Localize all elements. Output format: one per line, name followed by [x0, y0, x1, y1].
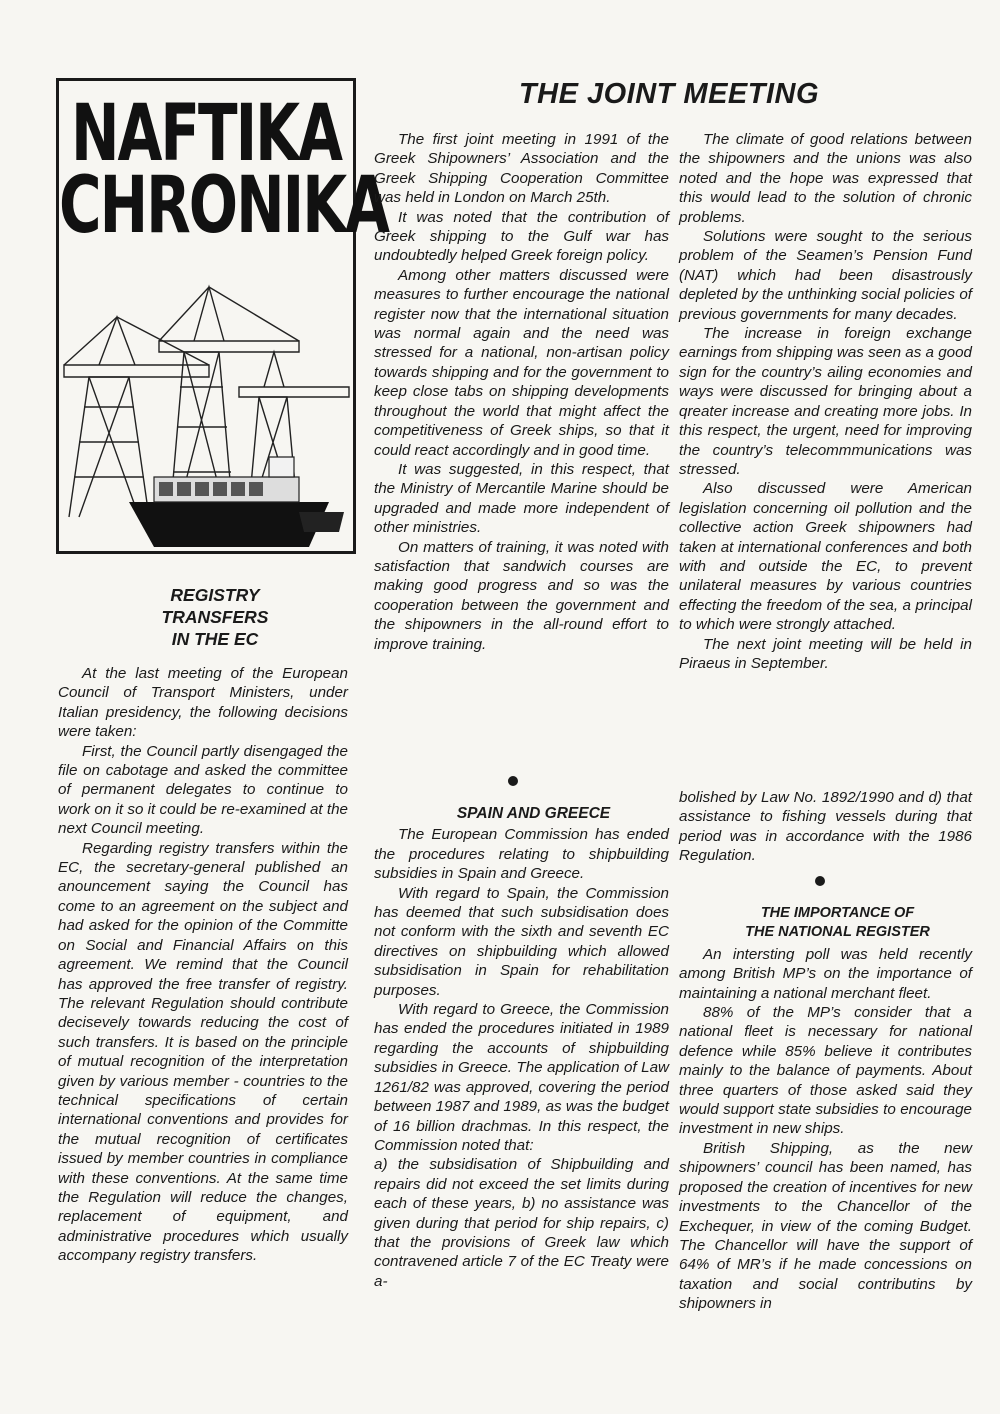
paragraph: It was noted that the contribution of Greek shipping to the Gulf war has undoubtedly helped Greek foreign policy.: [374, 208, 669, 265]
paragraph: On matters of training, it was noted with satisfaction that sandwich courses are making good progress and so was the cooperation between the government and the shipowners in the all-round effort to improve training.: [374, 538, 669, 653]
registry-transfers-article: [58, 584, 348, 1266]
logo-line-1: NAFTIKA: [70, 87, 342, 179]
paragraph: bolished by Law No. 1892/1990 and d) that assistance to fishing vessels during that period was in accordance with the 1986 Regulation.: [679, 789, 972, 865]
logo-line-2: CHRONIKA: [59, 159, 389, 251]
national-register-title-line-2: THE NATIONAL REGISTER: [745, 924, 930, 941]
national-register-title-line-1: THE IMPORTANCE OF: [760, 905, 915, 921]
registry-title-line-2: TRANSFERS: [161, 607, 269, 627]
joint-meeting-column-2: [679, 130, 972, 673]
registry-title-line-1: REGISTRY: [170, 585, 260, 605]
paragraph: With regard to Spain, the Commission has deemed that such subsidisation does not conform with the sixth and seventh EC directives on shipbuilding which allowed subsidisation in Spain for rehabilitation purposes.: [374, 884, 669, 999]
paragraph: Regarding registry transfers within the EC, the secretary-general published an anouncement saying the Council has come to an agreement on the subject and had asked for the opinion of the Committe on Social and Financial Affairs on this agreement. We remind that the Council has approved the free transfer of registry. The relevant Regulation should contribute decisevely towards reducing the cost of such transfers. It is based on the principle of mutual recognition of the interpretation given by various member - countries to the technical specifications of certain international conventions and provides for the mutual recognition of certificates issued by member countries in compliance with these conventions. At the same time the Regulation will reduce the changes, replacement of equipment, and administrative procedures which usually accompany registry transfers.: [58, 839, 348, 1265]
paragraph: The next joint meeting will be held in Piraeus in September.: [679, 635, 972, 672]
paragraph: Also discussed were American legislation concerning oil pollution and the collective action Greek shipowners had taken at international conferences and both with and outside the EC, to prevent unilateral measures by various countries effecting the freedom of the sea, a principal to which were strongly attached.: [679, 480, 972, 634]
registry-title-line-3: IN THE EC: [171, 629, 259, 649]
paragraph: The climate of good relations between the shipowners and the unions was also noted and the hope was expressed that this would lead to the solution of chronic problems.: [679, 131, 972, 226]
naftika-chronika-logo: [56, 78, 389, 554]
national-register-article: [679, 904, 972, 1314]
paragraph: The first joint meeting in 1991 of the Greek Shipowners’ Association and the Greek Shipping Cooperation Committee was held in London on March 25th.: [374, 131, 669, 207]
joint-meeting-title: THE JOINT MEETING: [518, 78, 820, 110]
spain-greece-continuation: [679, 788, 972, 866]
paragraph: At the last meeting of the European Council of Transport Ministers, under Italian presidency, the following decisions were taken:: [58, 665, 348, 741]
paragraph: First, the Council partly disengaged the file on cabotage and asked the committee of permanent delegates to continue to work on it so it could be re-examined at the next Council meeting.: [58, 742, 348, 838]
paragraph: a) the subsidisation of Shipbuilding and repairs did not exceed the set limits during each of these years, b) no assistance was given during that period for ship repairs, c) that the provisions of Greek law which contravened article 7 of the EC Treaty were a-: [374, 1156, 669, 1290]
paragraph: 88% of the MP’s consider that a national fleet is necessary for national defence while 85% believe it contributes mainly to the balance of payments. About three quarters of those asked said they would support state subsidies to encourage investment in new ships.: [679, 1004, 972, 1138]
joint-meeting-column-1: [374, 130, 669, 654]
paragraph: Among other matters discussed were measures to further encourage the national register now that the international situation was normal again and the need was stressed for a national, non-artisan policy towards shipping and for the government to keep close tabs on shipping developments throughout the world that might affect the competitiveness of Greek ships, so that it could react accordingly and in good time.: [374, 266, 669, 459]
section-bullet: [815, 876, 825, 886]
paragraph: The European Commission has ended the procedures relating to shipbuilding subsidies in Spain and Greece.: [374, 826, 669, 883]
port-cranes-illustration: [59, 257, 353, 547]
paragraph: British Shipping, as the new shipowners’ council has been named, has proposed the creation of incentives for new investments to the Chancellor of the Exchequer, in view of the coming Budget. The Chancellor will have the support of 64% of MR’s if he made concessions on taxation and social contributins by shipowners in: [679, 1139, 972, 1313]
spain-greece-title: SPAIN AND GREECE: [456, 805, 611, 822]
paragraph: It was suggested, in this respect, that the Ministry of Mercantile Marine should be upgraded and made more independent of other ministries.: [374, 460, 669, 537]
spain-greece-article: [374, 804, 669, 1291]
paragraph: The increase in foreign exchange earnings from shipping was seen as a good sign for the country’s ailing economies and ways were discussed for bringing about a qreater increase and creating more jobs. In this respect, the urgent, need for improving the country’s telecommmunications was stressed.: [679, 325, 972, 478]
paragraph: Solutions were sought to the serious problem of the Seamen’s Pension Fund (NAT) which had been disastrously depleted by the unthinking social policies of previous governments for many decades.: [679, 228, 972, 323]
paragraph: An intersting poll was held recently among British MP’s on the importance of maintaining a national merchant fleet.: [679, 945, 972, 1002]
paragraph: With regard to Greece, the Commission has ended the procedures initiated in 1989 regarding the accounts of shipbuilding subsidies in Greece. The application of Law 1261/82 was approved, covering the period between 1987 and 1989, as was the budget of 16 billion drachmas. In this respect, the Commission noted that:: [374, 1001, 669, 1154]
section-bullet: [508, 776, 518, 786]
